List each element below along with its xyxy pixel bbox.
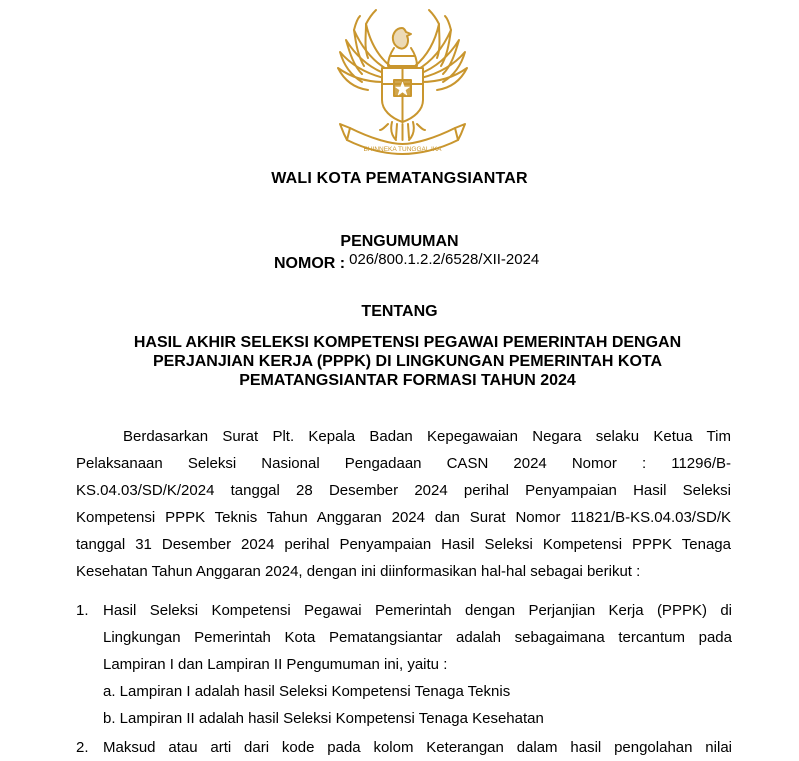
garuda-emblem-icon: [330, 6, 475, 158]
intro-line: Berdasarkan Surat Plt. Kepala Badan Kepegawaian Negara selaku Ketua Tim: [123, 428, 731, 445]
subject-line: PEMATANGSIANTAR FORMASI TAHUN 2024: [239, 372, 576, 389]
tentang-heading: TENTANG: [361, 303, 438, 320]
document-number: [274, 251, 540, 272]
list-item-number: 1.: [76, 602, 89, 619]
list-item: [76, 734, 732, 761]
sub-list-item: a. Lampiran I adalah hasil Seleksi Kompetensi Tenaga Teknis: [103, 683, 511, 700]
intro-line: Kompetensi PPPK Teknis Tahun Anggaran 2024 dan Surat Nomor 11821/B-KS.04.03/SD/K: [76, 509, 731, 526]
intro-line: Kesehatan Tahun Anggaran 2024, dengan ini diinformasikan hal-hal sebagai berikut :: [76, 563, 641, 580]
intro-line: KS.04.03/SD/K/2024 tanggal 28 Desember 2024 perihal Penyampaian Hasil Seleksi: [76, 482, 731, 499]
list-item-number: 2.: [76, 739, 89, 756]
list-item-line: Lampiran I dan Lampiran II Pengumuman ini, yaitu :: [103, 656, 448, 673]
subject-line: PERJANJIAN KERJA (PPPK) DI LINGKUNGAN PEMERINTAH KOTA: [152, 353, 663, 370]
intro-paragraph: [76, 423, 731, 585]
document-type-title: PENGUMUMAN: [340, 233, 459, 250]
document-number-value: 026/800.1.2.2/6528/XII-2024: [349, 251, 540, 268]
intro-line: tanggal 31 Desember 2024 perihal Penyampaian Hasil Seleksi Kompetensi PPPK Tenaga: [76, 536, 731, 553]
list-item-line: Lingkungan Pemerintah Kota Pematangsiantar adalah sebagaimana tercantum pada: [103, 629, 732, 646]
list-item-line: Hasil Seleksi Kompetensi Pegawai Pemerintah dengan Perjanjian Kerja (PPPK) di: [103, 602, 732, 619]
emblem-motto: BHINNEKA TUNGGAL IKA: [363, 146, 442, 153]
sub-list: [76, 678, 732, 732]
official-title: WALI KOTA PEMATANGSIANTAR: [271, 170, 528, 187]
document-number-label: NOMOR :: [274, 255, 346, 272]
subject-line: HASIL AKHIR SELEKSI KOMPETENSI PEGAWAI PEMERINTAH DENGAN: [133, 334, 682, 351]
sub-list-item: b. Lampiran II adalah hasil Seleksi Kompetensi Tenaga Kesehatan: [103, 710, 544, 727]
list-item-line: Maksud atau arti dari kode pada kolom Keterangan dalam hasil pengolahan nilai: [103, 739, 732, 756]
list-item: [76, 597, 732, 678]
intro-line: Pelaksanaan Seleksi Nasional Pengadaan CASN 2024 Nomor : 11296/B-: [76, 455, 731, 472]
document-subject: [80, 333, 735, 390]
